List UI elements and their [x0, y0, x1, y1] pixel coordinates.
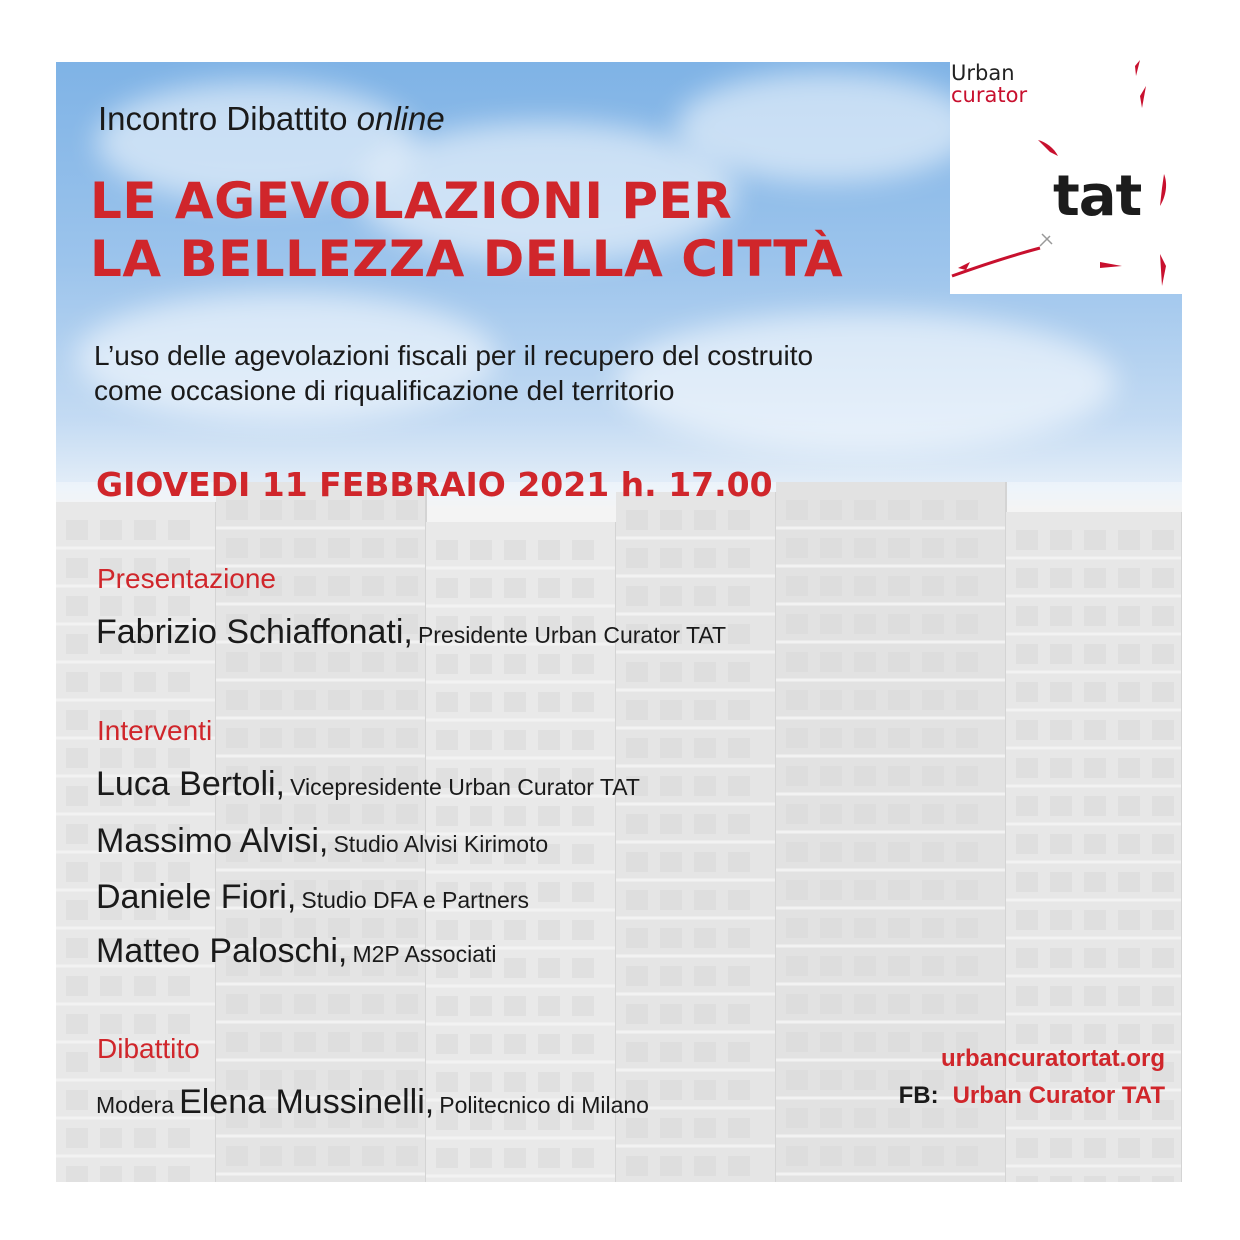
speaker-row: [96, 932, 496, 971]
moderator-name: Elena Mussinelli,: [179, 1083, 435, 1121]
speaker-row: [96, 878, 529, 917]
logo-urban-text: Urban: [951, 61, 1015, 85]
speaker-role: Studio DFA e Partners: [301, 887, 529, 913]
title-line-2: LA BELLEZZA DELLA CITTÀ: [90, 230, 844, 288]
moderator-row: [96, 1083, 649, 1122]
event-date: GIOVEDI 11 FEBBRAIO 2021 h. 17.00: [96, 465, 773, 504]
section-dibattito-label: Dibattito: [97, 1033, 200, 1064]
speaker-role: Studio Alvisi Kirimoto: [333, 831, 549, 857]
speaker-role: Vicepresidente Urban Curator TAT: [290, 774, 640, 800]
speaker-role: Presidente Urban Curator TAT: [417, 622, 727, 648]
speaker-name: Luca Bertoli,: [96, 765, 285, 803]
section-interventi-label: Interventi: [97, 715, 213, 746]
moderator-role: Politecnico di Milano: [439, 1092, 649, 1118]
section-presentazione-label: Presentazione: [97, 563, 277, 594]
speaker-row: [96, 613, 726, 652]
speaker-name: Daniele Fiori,: [96, 878, 297, 916]
title-line-1: LE AGEVOLAZIONI PER: [90, 172, 733, 230]
speaker-name: Fabrizio Schiaffonati,: [96, 613, 413, 651]
speaker-name: Matteo Paloschi,: [96, 932, 348, 970]
urban-curator-tat-logo: [950, 56, 1183, 294]
website-link[interactable]: urbancuratortat.org: [940, 1045, 1165, 1072]
speaker-row: [96, 765, 640, 804]
speaker-role: M2P Associati: [352, 941, 497, 967]
facebook-contact[interactable]: [899, 1082, 1165, 1110]
speaker-name: Massimo Alvisi,: [96, 822, 329, 860]
speaker-row: [96, 822, 548, 861]
moderator-prefix: Modera: [96, 1092, 174, 1118]
page-title: [90, 172, 843, 288]
subtitle-line-2: come occasione di riqualificazione del territorio: [94, 375, 675, 406]
logo-curator-text: curator: [951, 83, 1028, 107]
logo-tat-text: tat: [1053, 164, 1142, 229]
subtitle: [94, 338, 813, 408]
fb-label: FB:: [898, 1082, 939, 1109]
event-kicker: Incontro Dibattito online: [98, 100, 445, 137]
subtitle-line-1: L’uso delle agevolazioni fiscali per il recupero del costruito: [94, 340, 814, 371]
kicker-online: online: [356, 100, 445, 137]
fb-page-name[interactable]: Urban Curator TAT: [952, 1082, 1165, 1109]
